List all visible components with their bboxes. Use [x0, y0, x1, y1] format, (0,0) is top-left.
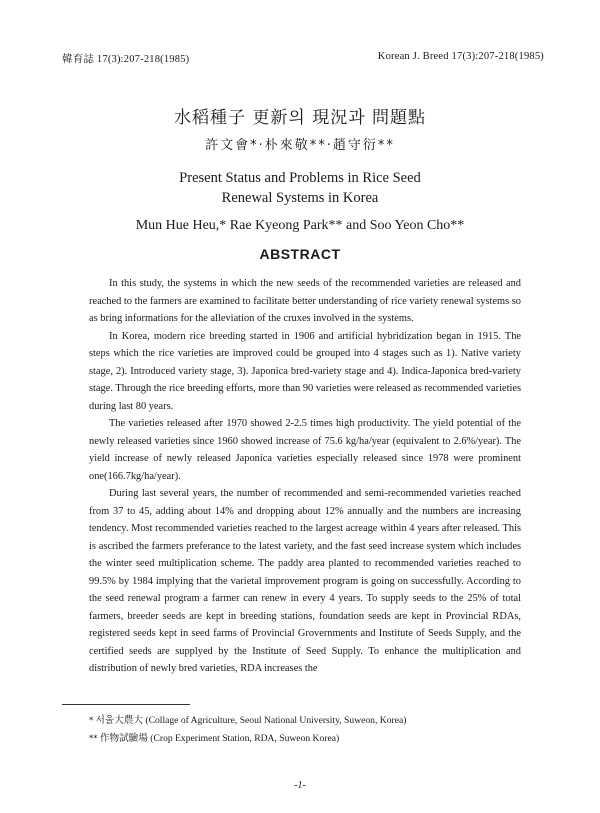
footnote-2: [89, 730, 529, 748]
journal-citation-english: Korean J. Breed 17(3):207-218(1985): [377, 51, 544, 62]
abstract-paragraph-3: The varieties released after 1970 showed 2-2.5 times high productivity. The yield potential of the newly released varieties since 1960 showed increase of 75.6 kg/ha/year (equivalent to 2.6%/year). The yield increase of newly released Japonica varieties especially released since 1978 were prominent one(166.7kg/ha/year).: [89, 418, 521, 482]
abstract-paragraph-1: In this study, the systems in which the new seeds of the recommended varieties are released and reached to the farmers are examined to facilitate better understanding of rice variety renewal systems so as bring informations for the alleviation of the cruxes involved in the systems.: [89, 278, 521, 324]
footnotes: [89, 712, 529, 748]
authors-english: Mun Hue Heu,* Rae Kyeong Park** and Soo Yeon Cho**: [135, 218, 465, 233]
abstract-paragraph-2: In Korea, modern rice breeding started in 1906 and artificial hybridization began in 1915. The steps which the rice varieties are improved could be grouped into 4 stages such as 1). Native variety stage, 2). Introduced variety stage, 3). Japonica bred-variety stage and 4). Indica-Japonica bred-variety stage. Through the rice breeding efforts, more than 90 varieties were released as recommended varieties during last 80 years.: [89, 330, 521, 412]
footnote-1-text: (Collage of Agriculture, Seoul National University, Suweon, Korea): [145, 715, 407, 726]
footnote-2-label: 作物試驗場: [99, 733, 148, 744]
title-english-line-2: Renewal Systems in Korea: [221, 190, 379, 206]
title-english: [0, 168, 600, 208]
authors-korean: 許文會*·朴來敬**·趙守衍**: [205, 138, 395, 153]
footnote-1: [89, 712, 529, 730]
footnote-divider: [62, 704, 190, 705]
abstract-body: [89, 275, 521, 678]
title-korean: 水稻種子 更新의 現況과 問題點: [173, 108, 427, 128]
journal-citation-korean: 韓育誌 17(3):207-218(1985): [62, 54, 190, 65]
footnote-1-mark: *: [89, 716, 94, 726]
abstract-heading: ABSTRACT: [259, 246, 341, 262]
abstract-paragraph-4: During last several years, the number of recommended and semi-recommended varieties reached from 37 to 45, adding about 14% and dropping about 12% annually and the numbers are increasing tendency. Most recommended varieties reached to the largest acreage within 4 years after released. This is ascribed the farmers preferance to the latest variety, and the fast seed increase system which includes the winter seed multiplication scheme. The paddy area planted to recommended varieties reached to 99.5% by 1984 implying that the varietal improvement program is going on successfully. According to the seed renewal program a farmer can renew in every 4 years. To supply seeds to the 25% of total farmers, breeder seeds are kept in breeding stations, foundation seeds are kept in Provincial RDAs, registered seeds kept in seed farms of Provincial Grovernments and Institute of Seeds Supply, and the certified seeds are supplyed by the Institute of Seed Supply. To enhance the multiplication and distribution of newly bred varieties, RDA increases the: [89, 488, 521, 674]
page-number: -1-: [294, 780, 306, 791]
title-english-line-1: Present Status and Problems in Rice Seed: [179, 170, 421, 186]
footnote-2-mark: **: [89, 734, 98, 744]
footnote-2-text: (Crop Experiment Station, RDA, Suweon Korea): [150, 733, 340, 744]
footnote-1-label: 서울大農大: [95, 715, 143, 726]
